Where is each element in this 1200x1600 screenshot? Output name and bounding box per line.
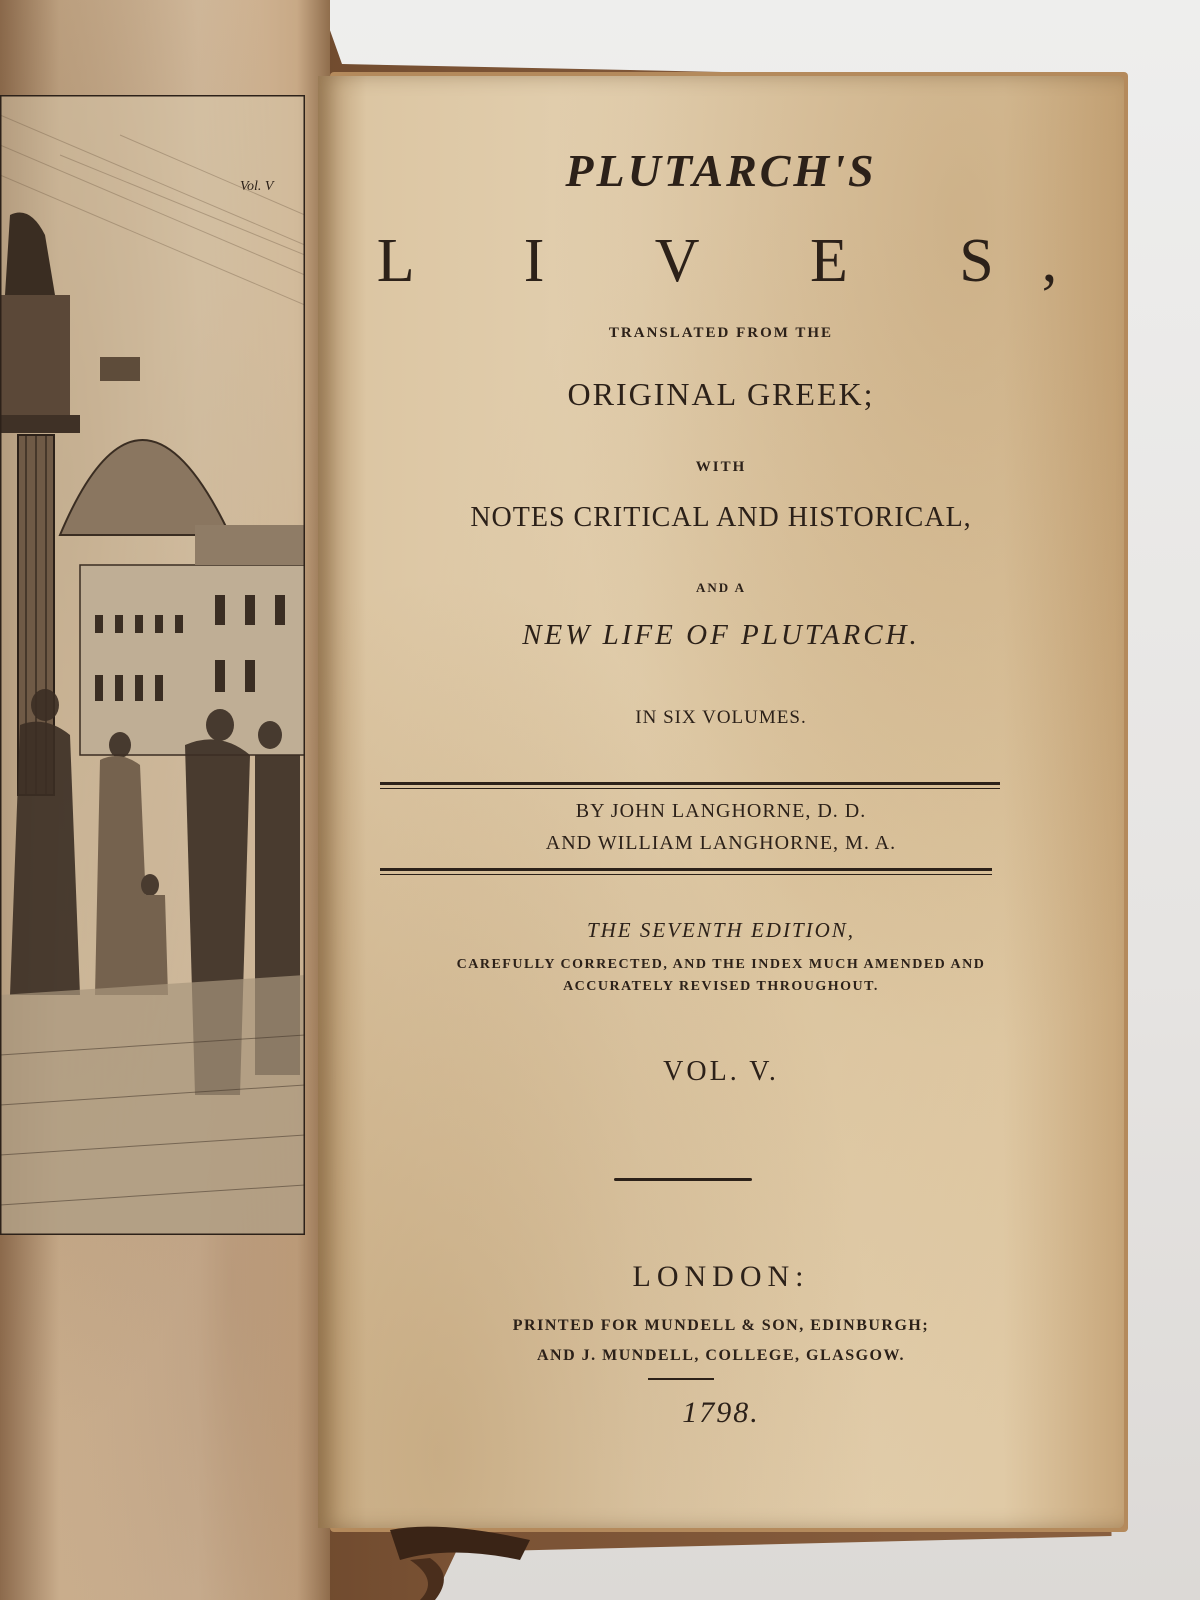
volumes-line: IN SIX VOLUMES.	[635, 707, 807, 728]
imprint-printer-2: AND J. MUNDELL, COLLEGE, GLASGOW.	[536, 1347, 906, 1364]
notes-line: NOTES CRITICAL AND HISTORICAL,	[470, 502, 972, 533]
author-john: BY JOHN LANGHORNE, D. D.	[575, 800, 867, 822]
title-plutarchs: PLUTARCH'S	[565, 145, 877, 196]
author-william: AND WILLIAM LANGHORNE, M. A.	[545, 832, 897, 854]
revised-line: ACCURATELY REVISED THROUGHOUT.	[563, 979, 879, 994]
ribbon-bookmark	[380, 1520, 540, 1600]
translated-line: TRANSLATED FROM THE	[608, 325, 834, 341]
with-line: WITH	[695, 459, 747, 475]
double-rule-top	[380, 782, 1000, 789]
imprint-year: 1798.	[682, 1396, 760, 1429]
corrected-line: CAREFULLY CORRECTED, AND THE INDEX MUCH AMENDED AND	[456, 957, 986, 972]
and-a-line: AND A	[695, 580, 747, 595]
imprint-city: LONDON:	[632, 1260, 810, 1293]
title-lives: L I V E S,	[376, 227, 1106, 295]
edition-line: THE SEVENTH EDITION,	[586, 918, 856, 942]
new-life-line: NEW LIFE OF PLUTARCH.	[522, 619, 920, 651]
original-greek-line: ORIGINAL GREEK;	[567, 376, 875, 412]
title-page	[318, 76, 1124, 1528]
frontispiece-volume-label: Vol. V	[240, 179, 274, 194]
ornament-rule	[614, 1178, 752, 1181]
double-rule-bottom	[380, 868, 992, 875]
year-rule	[648, 1378, 714, 1380]
frontispiece-page	[0, 0, 330, 1600]
frontispiece-engraving	[0, 95, 305, 1235]
imprint-printer-1: PRINTED FOR MUNDELL & SON, EDINBURGH;	[512, 1317, 930, 1334]
volume-number: VOL. V.	[663, 1056, 779, 1087]
